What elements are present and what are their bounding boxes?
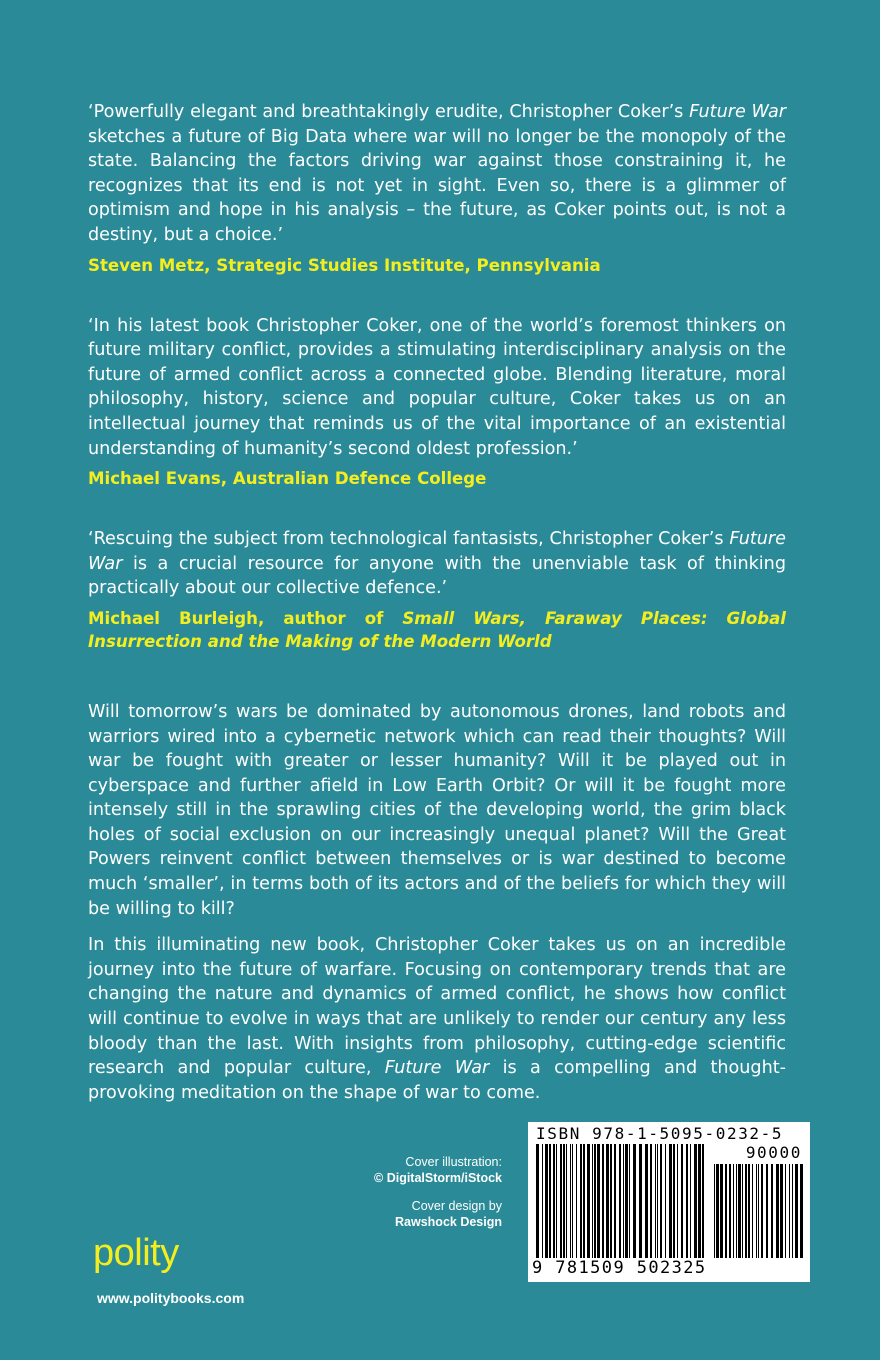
barcode-bar <box>776 1164 779 1258</box>
barcode-bar <box>736 1164 737 1258</box>
back-cover-text <box>88 100 786 1117</box>
barcode-bar <box>716 1164 719 1258</box>
barcode-bar <box>752 1164 753 1258</box>
review-3 <box>88 527 786 653</box>
barcode-bar <box>563 1144 565 1258</box>
review-attribution: Michael Burleigh, author of Small Wars, Faraway Places: Global Insurrection and the Making of the Modern World <box>88 608 786 651</box>
barcode-bar <box>592 1144 593 1258</box>
barcode-bar <box>789 1164 790 1258</box>
barcode-bar <box>729 1164 731 1258</box>
barcode-bar <box>570 1144 571 1258</box>
barcode-bar <box>619 1144 621 1258</box>
review-attribution: Steven Metz, Strategic Studies Institute, Pennsylvania <box>88 255 601 275</box>
barcode-bar <box>800 1164 803 1258</box>
book-title: Future War <box>689 102 786 122</box>
barcode-bar <box>756 1164 757 1258</box>
barcode-bar <box>771 1164 773 1258</box>
design-credit: Rawshock Design <box>395 1215 502 1229</box>
barcode-bar <box>669 1144 672 1258</box>
barcode-bar <box>660 1144 662 1258</box>
barcode-bar <box>536 1144 539 1258</box>
ean-digits: 9 781509 502325 <box>532 1258 707 1278</box>
review-quote: ‘Rescuing the subject from technological fantasists, Christopher Coker’s Future War is a crucial resource for anyone with the unenviable task of thinking practically about our collective defence.’ <box>88 529 786 599</box>
cover-credits <box>374 1154 502 1230</box>
review-attribution: Michael Evans, Australian Defence College <box>88 469 487 489</box>
barcode-bar <box>702 1144 704 1258</box>
barcode-bar <box>566 1144 567 1258</box>
barcode-bar <box>560 1144 562 1258</box>
barcode-bar <box>733 1164 734 1258</box>
barcode-bar <box>583 1144 585 1258</box>
design-label: Cover design by <box>411 1199 502 1213</box>
barcode-bar <box>645 1144 648 1258</box>
cited-book-title: Small Wars, Faraway Places: Global Insurrection and the Making of the Modern World <box>88 608 786 651</box>
barcode-bar <box>785 1164 786 1258</box>
barcode-bar <box>602 1144 604 1258</box>
isbn-text: ISBN 978-1-5095-0232-5 <box>536 1124 784 1143</box>
barcode-bar <box>673 1144 675 1258</box>
illustration-label: Cover illustration: <box>405 1155 502 1169</box>
barcode-bar <box>639 1144 642 1258</box>
barcode-bars-main <box>534 1144 706 1258</box>
barcode-bar <box>677 1144 678 1258</box>
barcode-bar <box>629 1144 630 1258</box>
publisher-url[interactable]: www.politybooks.com <box>97 1290 245 1306</box>
barcode-bar <box>549 1144 551 1258</box>
barcode-bar <box>633 1144 636 1258</box>
barcode-bar <box>545 1144 548 1258</box>
book-title: Future War <box>88 529 786 574</box>
barcode-bar <box>610 1144 612 1258</box>
barcode-bar <box>758 1164 759 1258</box>
barcode-bar <box>572 1144 573 1258</box>
review-quote: ‘In his latest book Christopher Coker, one of the world’s foremost thinkers on future military conflict, provides a stimulating interdisciplinary analysis on the future of armed conflict across a connected globe. Blending literature, moral philosophy, history, science and popular culture, Coker takes us on an intellectual journey that reminds us of the vital importance of an existential understanding of humanity’s second oldest profession.’ <box>88 315 786 459</box>
barcode-bar <box>748 1164 750 1258</box>
description-paragraph-2: In this illuminating new book, Christopher Coker takes us on an incredible journey into the future of warfare. Focusing on contemporary trends that are changing the nature and dynamics of armed conflict, he shows how conflict will continue to evolve in ways that are unlikely to render our century any less bloody than the last. With insights from philosophy, cutting-edge scientific research and popular culture, Future War is a compelling and thought-provoking meditation on the shape of war to come. <box>88 935 786 1103</box>
barcode-bar <box>553 1144 555 1258</box>
barcode-bar <box>714 1164 715 1258</box>
barcode-bar <box>742 1164 743 1258</box>
price-code: 90000 <box>745 1143 802 1162</box>
barcode-bar <box>606 1144 609 1258</box>
barcode-bar <box>738 1164 741 1258</box>
review-1 <box>88 100 786 277</box>
barcode-bar <box>681 1144 683 1258</box>
barcode-bar <box>657 1144 658 1258</box>
review-quote: ‘Powerfully elegant and breathtakingly erudite, Christopher Coker’s Future War sketches a future of Big Data where war will no longer be the monopoly of the state. Balancing the factors driving war against those constraining it, he recognizes that its end is not yet in sight. Even so, there is a glimmer of optimism and hope in his analysis – the future, as Coker points out, is not a destiny, but a choice.’ <box>88 102 786 245</box>
barcode-bar <box>780 1164 783 1258</box>
barcode-bar <box>542 1144 543 1258</box>
review-2 <box>88 314 786 491</box>
barcode-bar <box>698 1144 701 1258</box>
barcode-bar <box>694 1144 697 1258</box>
barcode-bar <box>686 1144 688 1258</box>
barcode-bar <box>792 1164 793 1258</box>
publisher-logo: polity <box>93 1232 179 1274</box>
barcode-bar <box>623 1144 624 1258</box>
illustration-credit: © DigitalStorm/iStock <box>374 1171 502 1185</box>
barcode-bar <box>587 1144 590 1258</box>
barcode-bar <box>650 1144 652 1258</box>
barcode-bar <box>766 1164 768 1258</box>
barcode-bar <box>690 1144 691 1258</box>
isbn-barcode <box>528 1122 810 1282</box>
barcode-bar <box>655 1144 656 1258</box>
barcode-bar <box>745 1164 747 1258</box>
barcode-bar <box>625 1144 628 1258</box>
barcode-bars-addon <box>712 1164 804 1258</box>
barcode-bar <box>556 1144 557 1258</box>
barcode-bar <box>594 1144 596 1258</box>
barcode-bar <box>725 1164 727 1258</box>
description-paragraph-1: Will tomorrow’s wars be dominated by autonomous drones, land robots and warriors wired into a cybernetic network which can read their thoughts? Will war be fought with greater or lesser humanity? Will it be played out in cyberspace and further afield in Low Earth Orbit? Or will it be fought more intensely still in the sprawling cities of the developing world, the grim black holes of social exclusion on our increasingly unequal planet? Will the Great Powers reinvent conflict between themselves or is war destined to become much ‘smaller’, in terms both of its actors and of the beliefs for which they will be willing to kill? <box>88 701 786 919</box>
barcode-bar <box>665 1144 666 1258</box>
barcode-bar <box>761 1164 763 1258</box>
barcode-bar <box>597 1144 600 1258</box>
barcode-bar <box>795 1164 798 1258</box>
barcode-bar <box>576 1144 577 1258</box>
barcode-bar <box>720 1164 723 1258</box>
barcode-bar <box>580 1144 582 1258</box>
barcode-bar <box>614 1144 616 1258</box>
book-title: Future War <box>384 1058 490 1079</box>
